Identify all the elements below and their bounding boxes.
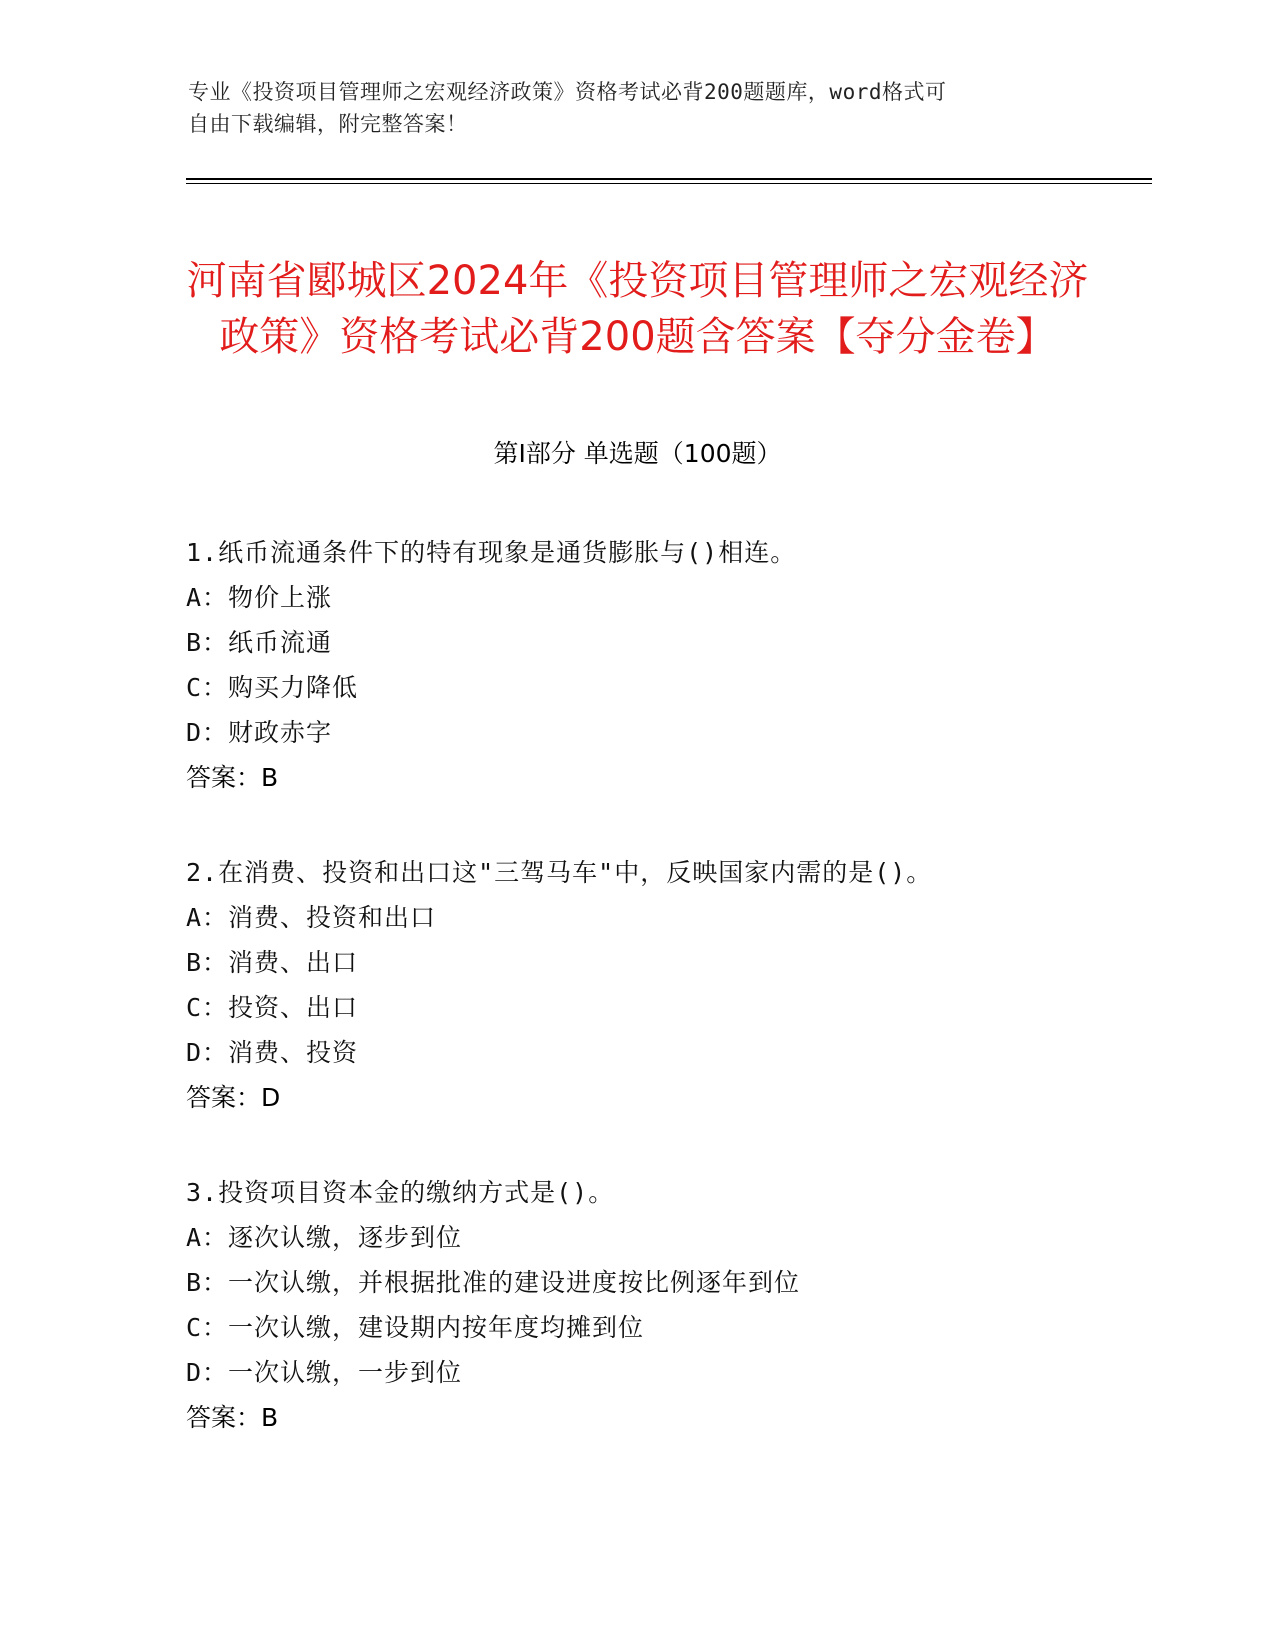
header-note-line-1: 专业《投资项目管理师之宏观经济政策》资格考试必背200题题库，word格式可	[188, 80, 947, 104]
header-note-line-2: 自由下载编辑，附完整答案！	[188, 112, 468, 136]
document-title: 河南省郾城区2024年《投资项目管理师之宏观经济政策》资格考试必背200题含答案【夺分金卷】	[186, 257, 1089, 360]
question-stem: 3.投资项目资本金的缴纳方式是()。	[186, 1178, 615, 1207]
question-block	[186, 1170, 1166, 1440]
option-d: D：一次认缴，一步到位	[186, 1358, 463, 1387]
header-divider-thick	[186, 178, 1152, 180]
option-d: D：消费、投资	[186, 1038, 359, 1067]
option-a: A：逐次认缴，逐步到位	[186, 1223, 463, 1252]
question-stem: 2.在消费、投资和出口这"三驾马车"中，反映国家内需的是()。	[186, 858, 933, 887]
option-a: A：物价上涨	[186, 583, 333, 612]
answer-line: 答案：B	[186, 1403, 279, 1432]
header-divider-thin	[186, 183, 1152, 184]
question-block	[186, 850, 1166, 1120]
option-c: C：购买力降低	[186, 673, 359, 702]
section-heading: 第I部分 单选题（100题）	[493, 439, 782, 468]
answer-line: 答案：B	[186, 763, 279, 792]
option-b: B：一次认缴，并根据批准的建设进度按比例逐年到位	[186, 1268, 801, 1297]
option-b: B：消费、出口	[186, 948, 359, 977]
answer-line: 答案：D	[186, 1083, 281, 1112]
option-a: A：消费、投资和出口	[186, 903, 437, 932]
question-list	[186, 530, 1166, 1490]
question-block	[186, 530, 1166, 800]
header-note	[188, 76, 1088, 140]
option-c: C：一次认缴，建设期内按年度均摊到位	[186, 1313, 645, 1342]
option-c: C：投资、出口	[186, 993, 359, 1022]
option-b: B：纸币流通	[186, 628, 333, 657]
question-stem: 1.纸币流通条件下的特有现象是通货膨胀与()相连。	[186, 538, 797, 567]
option-d: D：财政赤字	[186, 718, 333, 747]
